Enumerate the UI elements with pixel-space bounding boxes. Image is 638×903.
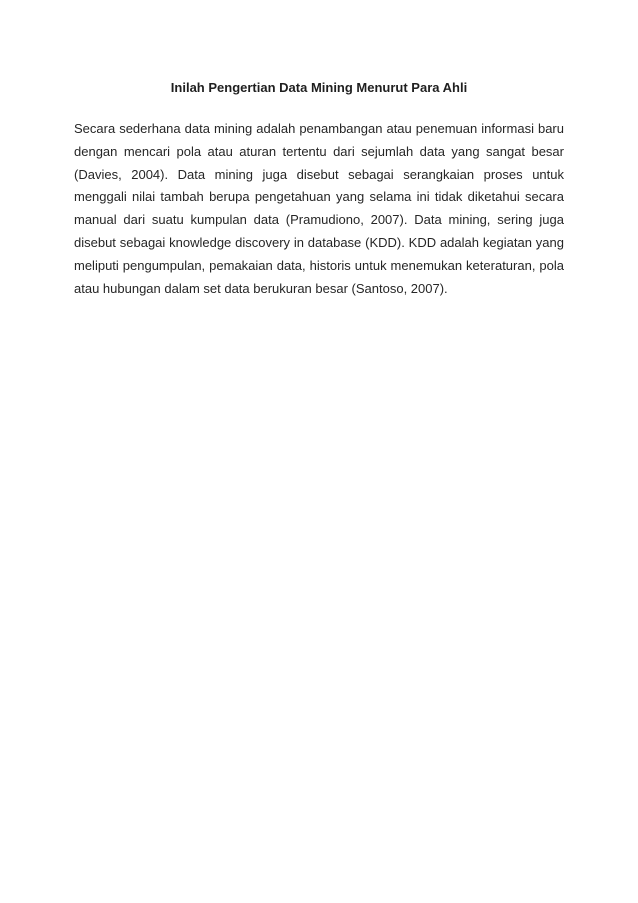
document-paragraph: Secara sederhana data mining adalah penambangan atau penemuan informasi baru dengan mencari pola atau aturan tertentu dari sejumlah data yang sangat besar (Davies, 2004). Data mining juga disebut sebagai serangkaian proses untuk menggali nilai tambah berupa pengetahuan yang selama ini tidak diketahui secara manual dari suatu kumpulan data (Pramudiono, 2007). Data mining, sering juga disebut sebagai knowledge discovery in database (KDD). KDD adalah kegiatan yang meliputi pengumpulan, pemakaian data, historis untuk menemukan keteraturan, pola atau hubungan dalam set data berukuran besar (Santoso, 2007).	[74, 121, 564, 296]
document-title: Inilah Pengertian Data Mining Menurut Para Ahli	[170, 80, 468, 95]
